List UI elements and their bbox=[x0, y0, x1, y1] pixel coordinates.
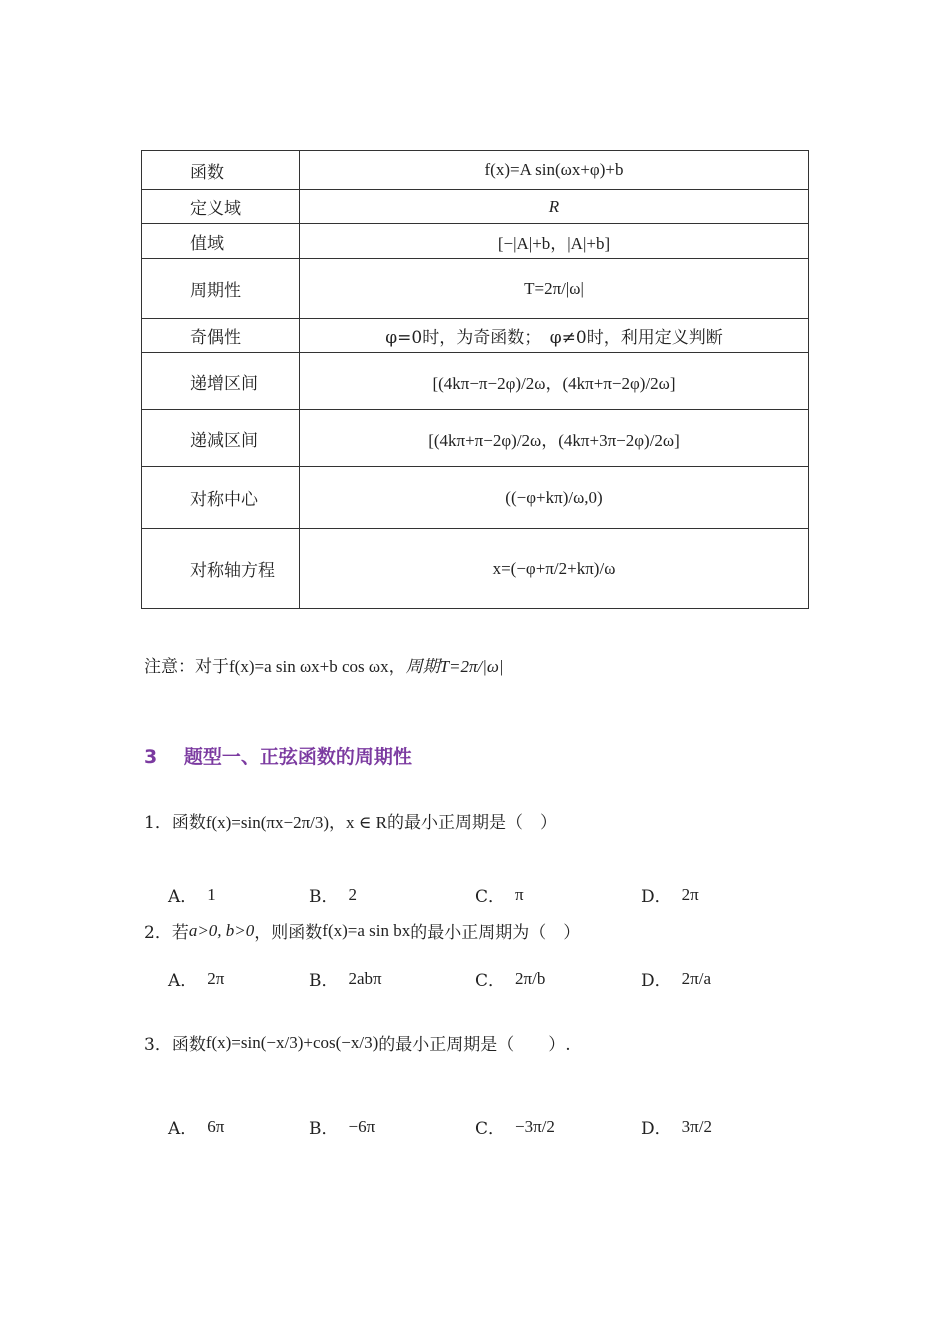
option-d[interactable] bbox=[641, 882, 699, 907]
option-label: D． bbox=[641, 971, 672, 991]
table-row bbox=[142, 190, 809, 224]
row-key: 定义域 bbox=[142, 190, 300, 224]
option-b[interactable] bbox=[309, 1114, 375, 1139]
table-row bbox=[142, 410, 809, 467]
question-stem-prefix: 3．函数 bbox=[144, 1035, 206, 1055]
row-value: f(x)=A sin(ωx+φ)+b bbox=[300, 151, 809, 190]
table-row bbox=[142, 259, 809, 319]
option-value: −3π/2 bbox=[515, 1116, 555, 1136]
option-value: −6π bbox=[348, 1116, 376, 1136]
option-b[interactable] bbox=[309, 966, 382, 991]
option-value: 3π/2 bbox=[681, 1116, 712, 1136]
option-value: 6π bbox=[207, 1116, 225, 1136]
question-stem-suffix: 的最小正周期是（ ） bbox=[386, 813, 557, 833]
row-key: 值域 bbox=[142, 224, 300, 259]
option-label: D． bbox=[641, 887, 672, 907]
row-value: T=2π/|ω| bbox=[300, 259, 809, 319]
question-stem-prefix: 2．若 bbox=[144, 923, 189, 943]
table-row bbox=[142, 151, 809, 190]
table-row bbox=[142, 319, 809, 353]
option-label: C． bbox=[475, 971, 506, 991]
section-number: 3 bbox=[144, 746, 158, 768]
question-formula-2: f(x)=a sin bx bbox=[322, 920, 411, 940]
row-value: [(4kπ+π−2φ)/2ω，(4kπ+3π−2φ)/2ω] bbox=[300, 410, 809, 467]
row-value: ((−φ+kπ)/ω,0) bbox=[300, 467, 809, 529]
row-key: 递增区间 bbox=[142, 353, 300, 410]
option-label: B． bbox=[309, 1119, 339, 1139]
question-1 bbox=[144, 808, 557, 833]
row-key: 函数 bbox=[142, 151, 300, 190]
option-label: B． bbox=[309, 971, 339, 991]
option-value: π bbox=[515, 884, 524, 904]
option-value: 2 bbox=[348, 884, 357, 904]
option-d[interactable] bbox=[641, 966, 711, 991]
question-stem-suffix: 的最小正周期为（ ） bbox=[410, 923, 581, 943]
section-heading bbox=[144, 742, 412, 769]
table-row bbox=[142, 467, 809, 529]
row-value: φ=0时，为奇函数； φ≠0时，利用定义判断 bbox=[300, 319, 809, 353]
question-stem-mid: ，则函数 bbox=[254, 923, 323, 943]
option-a[interactable] bbox=[168, 1114, 224, 1139]
question-3 bbox=[144, 1030, 571, 1055]
option-a[interactable] bbox=[168, 966, 224, 991]
row-value: [(4kπ−π−2φ)/2ω，(4kπ+π−2φ)/2ω] bbox=[300, 353, 809, 410]
row-key: 奇偶性 bbox=[142, 319, 300, 353]
option-label: B． bbox=[309, 887, 339, 907]
option-value: 2π/a bbox=[681, 968, 711, 988]
table-row bbox=[142, 224, 809, 259]
option-value: 1 bbox=[207, 884, 216, 904]
table-row bbox=[142, 529, 809, 609]
table-row bbox=[142, 353, 809, 410]
question-stem-prefix: 1．函数 bbox=[144, 813, 206, 833]
row-key: 对称轴方程 bbox=[142, 529, 300, 609]
property-table bbox=[141, 150, 809, 609]
option-label: C． bbox=[475, 1119, 506, 1139]
section-title: 题型一、正弦函数的周期性 bbox=[183, 746, 412, 768]
option-value: 2π/b bbox=[515, 968, 546, 988]
option-c[interactable] bbox=[475, 966, 545, 991]
question-2 bbox=[144, 918, 580, 943]
question-formula: f(x)=sin(−x/3)+cos(−x/3) bbox=[205, 1032, 379, 1052]
row-value: R bbox=[300, 190, 809, 224]
option-c[interactable] bbox=[475, 882, 524, 907]
option-value: 2abπ bbox=[348, 968, 382, 988]
question-formula: f(x)=sin(πx−2π/3)，x ∈ R bbox=[205, 813, 387, 832]
option-label: A． bbox=[168, 1119, 198, 1139]
row-value: [−|A|+b，|A|+b] bbox=[300, 224, 809, 259]
row-key: 对称中心 bbox=[142, 467, 300, 529]
option-value: 2π bbox=[207, 968, 225, 988]
row-key: 递减区间 bbox=[142, 410, 300, 467]
question-stem-suffix: 的最小正周期是（ ）. bbox=[378, 1035, 571, 1055]
option-a[interactable] bbox=[168, 882, 216, 907]
option-value: 2π bbox=[681, 884, 699, 904]
row-value: x=(−φ+π/2+kπ)/ω bbox=[300, 529, 809, 609]
note-prefix: 注意：对于 bbox=[144, 657, 229, 677]
note bbox=[144, 652, 504, 677]
option-c[interactable] bbox=[475, 1114, 555, 1139]
option-label: D． bbox=[641, 1119, 672, 1139]
option-b[interactable] bbox=[309, 882, 357, 907]
option-label: A． bbox=[168, 887, 198, 907]
note-formula: f(x)=a sin ωx+b cos ωx， bbox=[229, 657, 406, 676]
row-key: 周期性 bbox=[142, 259, 300, 319]
option-d[interactable] bbox=[641, 1114, 712, 1139]
option-label: C． bbox=[475, 887, 506, 907]
option-label: A． bbox=[168, 971, 198, 991]
note-period: 周期T=2π/|ω| bbox=[405, 657, 504, 676]
question-formula: a>0, b>0 bbox=[188, 920, 255, 940]
